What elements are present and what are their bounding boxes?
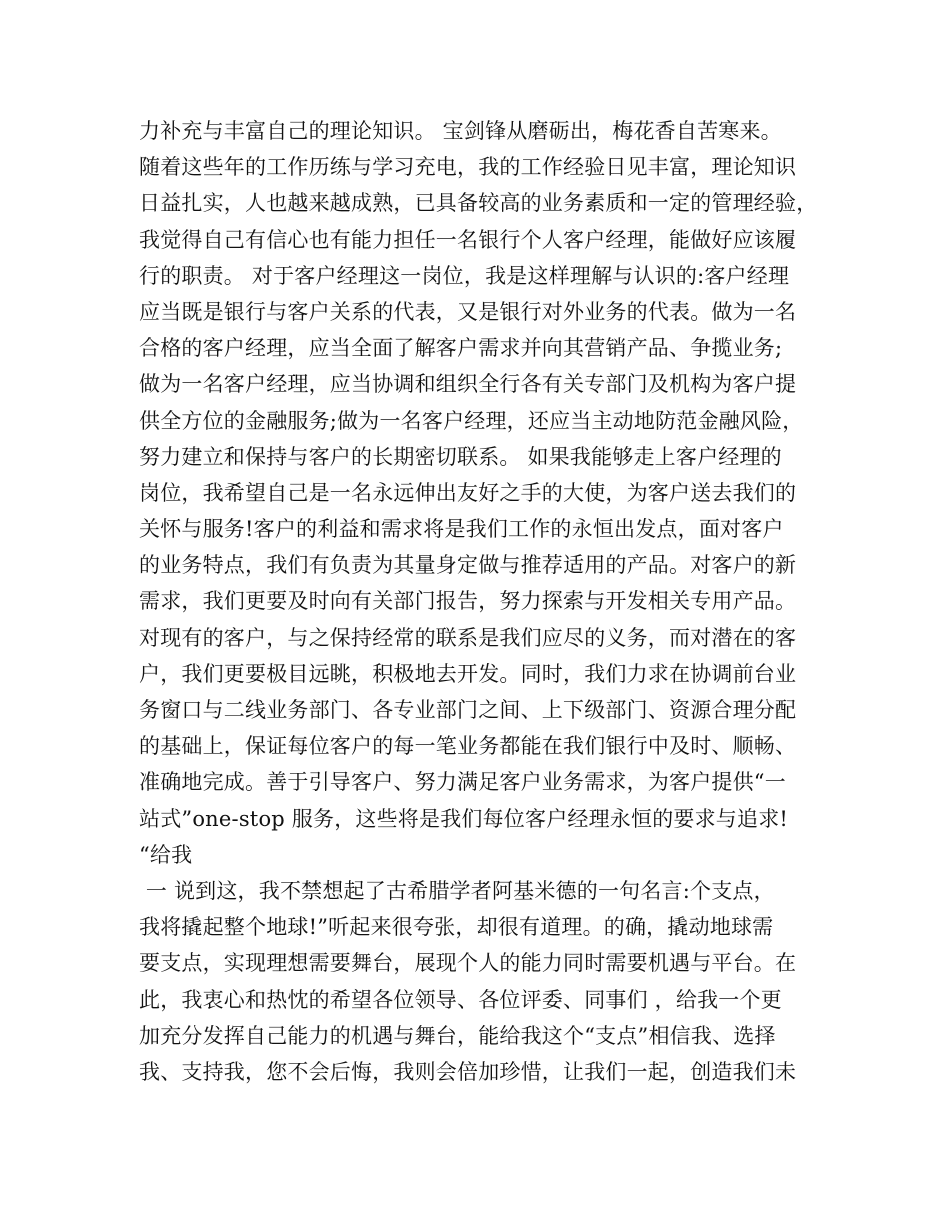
text-line: 日益扎实，人也越来越成熟，已具备较高的业务素质和一定的管理经验， <box>139 191 818 216</box>
text-line: 此，我衷心和热忱的希望各位领导、各位评委、同事们 ，给我一个更 <box>139 987 782 1012</box>
text-line: 岗位，我希望自己是一名永远伸出友好之手的大使，为客户送去我们的 <box>139 480 797 505</box>
text-line: 站式”one-stop 服务，这些将是我们每位客户经理永恒的要求与追求! <box>139 806 789 831</box>
text-line: 力补充与丰富自己的理论知识。 宝剑锋从磨砺出，梅花香自苦寒来。 <box>139 119 782 143</box>
text-line: 随着这些年的工作历练与学习充电，我的工作经验日见丰富，理论知识 <box>139 155 797 180</box>
text-line: 准确地完成。善于引导客户、努力满足客户业务需求，为客户提供“一 <box>139 770 786 795</box>
text-line: 行的职责。 对于客户经理这一岗位，我是这样理解与认识的:客户经理 <box>139 263 790 288</box>
text-line: 努力建立和保持与客户的长期密切联系。 如果我能够走上客户经理的 <box>139 444 782 469</box>
text-line: 一 说到这，我不禁想起了古希腊学者阿基米德的一句名言:个支点， <box>139 878 775 903</box>
text-line: 需求，我们更要及时向有关部门报告，努力探索与开发相关专用产品。 <box>139 589 797 614</box>
text-line: 要支点，实现理想需要舞台，展现个人的能力同时需要机遇与平台。在 <box>139 951 797 976</box>
body-text <box>139 113 839 1090</box>
text-line: 务窗口与二线业务部门、各专业部门之间、上下级部门、资源合理分配 <box>139 698 797 722</box>
text-line: 加充分发挥自己能力的机遇与舞台，能给我这个“支点”相信我、选择 <box>139 1023 776 1048</box>
text-line: 供全方位的金融服务;做为一名客户经理，还应当主动地防范金融风险， <box>139 408 804 433</box>
text-line: 做为一名客户经理，应当协调和组织全行各有关专部门及机构为客户提 <box>139 372 797 397</box>
text-line: 我将撬起整个地球!”听起来很夸张，却很有道理。的确，撬动地球需 <box>139 915 774 940</box>
text-line: 我、支持我，您不会后悔，我则会倍加珍惜，让我们一起，创造我们未 <box>139 1059 797 1084</box>
text-line: 对现有的客户，与之保持经常的联系是我们应尽的义务，而对潜在的客 <box>139 625 797 650</box>
text-line: 应当既是银行与客户关系的代表，又是银行对外业务的代表。做为一名 <box>139 299 797 324</box>
text-line: “给我 <box>139 842 193 867</box>
text-line: 我觉得自己有信心也有能力担任一名银行个人客户经理，能做好应该履 <box>139 227 797 252</box>
text-line: 户，我们更要极目远眺，积极地去开发。同时，我们力求在协调前台业 <box>139 661 797 686</box>
text-line: 关怀与服务!客户的利益和需求将是我们工作的永恒出发点，面对客户 <box>139 517 784 542</box>
text-line: 合格的客户经理，应当全面了解客户需求并向其营销产品、争揽业务; <box>139 336 783 361</box>
text-line: 的业务特点，我们有负责为其量身定做与推荐适用的产品。对客户的新 <box>139 553 797 578</box>
text-line: 的基础上，保证每位客户的每一笔业务都能在我们银行中及时、顺畅、 <box>139 734 797 759</box>
